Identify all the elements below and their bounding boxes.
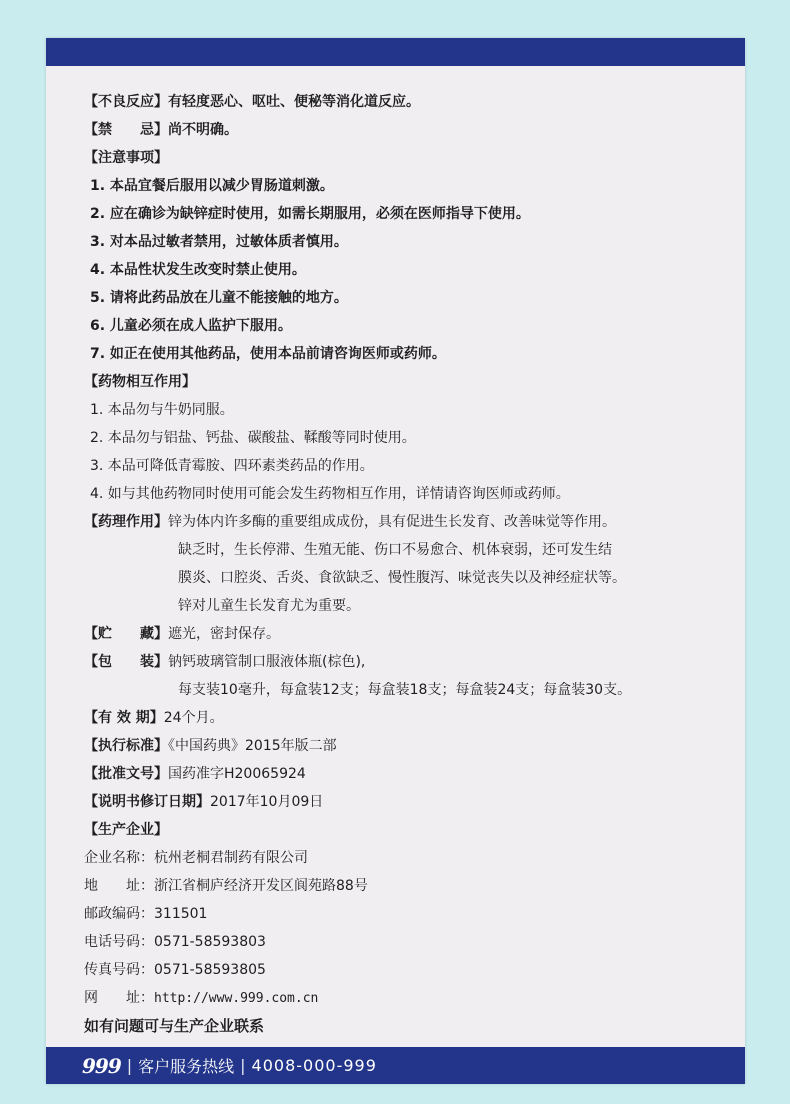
precaution-item: 4. 本品性状发生改变时禁止使用。 — [90, 262, 306, 278]
interaction-item: 4. 如与其他药物同时使用可能会发生药物相互作用，详情请咨询医师或药师。 — [90, 486, 570, 502]
top-band — [46, 38, 745, 66]
precaution-item: 5. 请将此药品放在儿童不能接触的地方。 — [90, 290, 348, 306]
manufacturer-phone-row — [84, 932, 266, 952]
pharmacology-line: 锌对儿童生长发育尤为重要。 — [178, 598, 360, 614]
validity-text: 24个月。 — [163, 710, 224, 726]
manufacturer-key: 电话号码： — [84, 934, 154, 950]
precaution-item: 2. 应在确诊为缺锌症时使用，如需长期服用，必须在医师指导下使用。 — [90, 206, 530, 222]
adverse-label: 【不良反应】 — [84, 94, 168, 110]
standard-row — [84, 736, 337, 756]
validity-row — [84, 708, 224, 728]
validity-label: 【有 效 期】 — [84, 710, 164, 726]
approval-row — [84, 764, 306, 784]
manufacturer-value: 0571-58593803 — [154, 934, 266, 950]
manufacturer-value: 0571-58593805 — [154, 962, 266, 978]
manufacturer-fax-row — [84, 960, 266, 980]
contact-note: 如有问题可与生产企业联系 — [84, 1017, 265, 1035]
adverse-text: 有轻度恶心、呕吐、便秘等消化道反应。 — [168, 94, 420, 110]
approval-label: 【批准文号】 — [84, 766, 168, 782]
adverse-reaction-row — [84, 92, 420, 112]
revision-text: 2017年10月09日 — [210, 794, 324, 810]
manufacturer-key: 企业名称： — [84, 850, 154, 866]
manufacturer-key: 邮政编码： — [84, 906, 154, 922]
manufacturer-value: 311501 — [154, 906, 208, 922]
precaution-item: 7. 如正在使用其他药品，使用本品前请咨询医师或药师。 — [90, 346, 446, 362]
precaution-item: 3. 对本品过敏者禁用，过敏体质者慎用。 — [90, 234, 348, 250]
manufacturer-value: 浙江省桐庐经济开发区阆苑路88号 — [154, 878, 368, 894]
divider: | — [126, 1056, 133, 1075]
manufacturer-website-row — [84, 988, 318, 1009]
interactions-heading: 【药物相互作用】 — [84, 374, 196, 390]
storage-text: 遮光，密封保存。 — [168, 626, 280, 642]
hotline-number: 4008-000-999 — [251, 1056, 377, 1075]
divider: | — [240, 1056, 246, 1075]
approval-text: 国药准字H20065924 — [168, 766, 306, 782]
storage-label: 【贮 藏】 — [84, 626, 168, 642]
manufacturer-key: 网 址： — [84, 990, 154, 1006]
contra-text: 尚不明确。 — [168, 122, 238, 138]
manufacturer-key: 传真号码： — [84, 962, 154, 978]
standard-text: 《中国药典》2015年版二部 — [168, 738, 337, 754]
contraindication-row — [84, 120, 238, 140]
contra-label: 【禁 忌】 — [84, 122, 168, 138]
precaution-item: 6. 儿童必须在成人监护下服用。 — [90, 318, 292, 334]
package-row — [84, 652, 365, 672]
storage-row — [84, 624, 280, 644]
pharmacology-line: 膜炎、口腔炎、舌炎、食欲缺乏、慢性腹泻、味觉丧失以及神经症状等。 — [178, 570, 626, 586]
manufacturer-address-row — [84, 876, 368, 896]
interaction-item: 3. 本品可降低青霉胺、四环素类药品的作用。 — [90, 458, 374, 474]
pharmacology-row — [84, 512, 616, 532]
standard-label: 【执行标准】 — [84, 738, 168, 754]
precaution-item: 1. 本品宜餐后服用以减少胃肠道刺激。 — [90, 178, 334, 194]
interaction-item: 2. 本品勿与铝盐、钙盐、碳酸盐、鞣酸等同时使用。 — [90, 430, 416, 446]
pharmacology-line: 锌为体内许多酶的重要组成成份，具有促进生长发育、改善味觉等作用。 — [168, 514, 616, 530]
leaflet-sheet — [46, 38, 745, 1084]
interaction-item: 1. 本品勿与牛奶同服。 — [90, 402, 234, 418]
manufacturer-heading: 【生产企业】 — [84, 822, 168, 838]
package-line: 钠钙玻璃管制口服液体瓶(棕色), — [168, 654, 366, 670]
manufacturer-postcode-row — [84, 904, 207, 924]
package-label: 【包 装】 — [84, 654, 168, 670]
manufacturer-value: 杭州老桐君制药有限公司 — [154, 850, 308, 866]
pharmacology-label: 【药理作用】 — [84, 514, 168, 530]
manufacturer-name-row — [84, 848, 308, 868]
bottom-band — [46, 1047, 745, 1084]
manufacturer-website: http://www.999.com.cn — [154, 991, 319, 1006]
revision-row — [84, 792, 323, 812]
brand-logo: 999 — [82, 1053, 121, 1078]
pharmacology-line: 缺乏时，生长停滞、生殖无能、伤口不易愈合、机体衰弱，还可发生结 — [178, 542, 612, 558]
package-line: 每支装10毫升，每盒装12支；每盒装18支；每盒装24支；每盒装30支。 — [178, 682, 632, 698]
service-label: 客户服务热线 — [138, 1057, 235, 1076]
manufacturer-key: 地 址： — [84, 878, 154, 894]
precautions-heading: 【注意事项】 — [84, 150, 168, 166]
revision-label: 【说明书修订日期】 — [84, 794, 210, 810]
